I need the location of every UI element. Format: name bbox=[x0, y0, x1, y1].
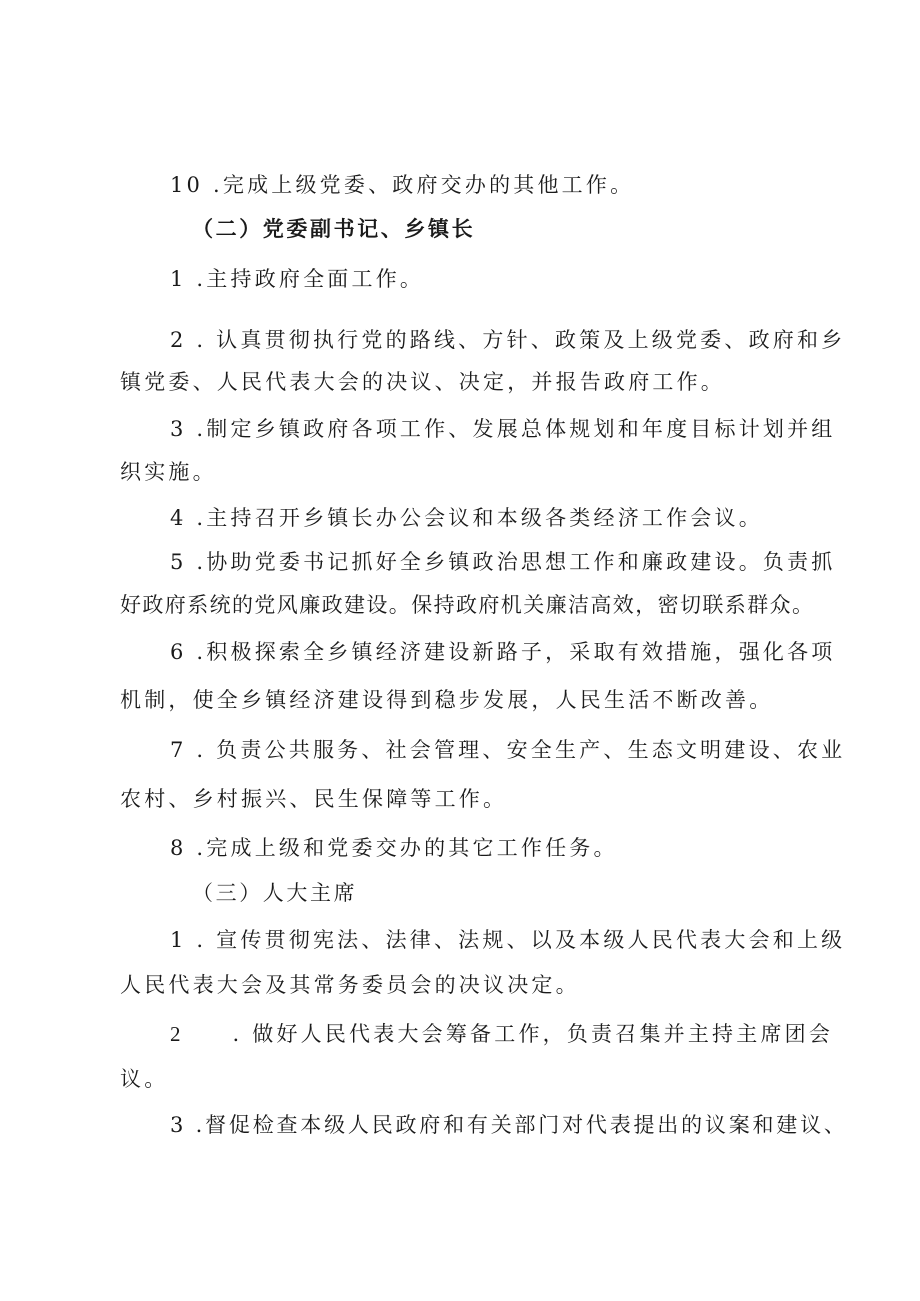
duty-item-1: 1 .主持政府全面工作。 bbox=[170, 267, 425, 291]
section-heading-npc-chairman: （三）人大主席 bbox=[192, 881, 358, 905]
duty-item-10: 10 .完成上级党委、政府交办的其他工作。 bbox=[170, 173, 635, 197]
npc-item-3-line-1: 3 .督促检查本级人民政府和有关部门对代表提出的议案和建议、 bbox=[170, 1113, 848, 1137]
npc-item-2-number: 2 bbox=[170, 1022, 181, 1046]
npc-item-2-text: . 做好人民代表大会筹备工作，负责召集并主持主席团会 bbox=[232, 1022, 834, 1046]
duty-item-2-line-2: 镇党委、人民代表大会的决议、决定，并报告政府工作。 bbox=[120, 370, 725, 394]
duty-item-6-line-2: 机制，使全乡镇经济建设得到稳步发展，人民生活不断改善。 bbox=[120, 688, 774, 712]
duty-item-5-line-2: 好政府系统的党风廉政建设。保持政府机关廉洁高效，密切联系群众。 bbox=[120, 593, 815, 617]
duty-item-3-line-1: 3 .制定乡镇政府各项工作、发展总体规划和年度目标计划并组 bbox=[170, 417, 836, 441]
duty-item-3-line-2: 织实施。 bbox=[120, 460, 217, 484]
npc-item-1-line-2: 人民代表大会及其常务委员会的决议决定。 bbox=[120, 973, 580, 997]
npc-item-2-line-1 bbox=[170, 1019, 833, 1049]
npc-item-2-line-2: 议。 bbox=[120, 1067, 169, 1091]
duty-item-6-line-1: 6 .积极探索全乡镇经济建设新路子，采取有效措施，强化各项 bbox=[170, 640, 836, 664]
duty-item-2-line-1: 2 . 认真贯彻执行党的路线、方针、政策及上级党委、政府和乡 bbox=[170, 328, 846, 352]
duty-item-8: 8 .完成上级和党委交办的其它工作任务。 bbox=[170, 836, 618, 860]
duty-item-5-line-1: 5 .协助党委书记抓好全乡镇政治思想工作和廉政建设。负责抓 bbox=[170, 550, 836, 574]
npc-item-1-line-1: 1 . 宣传贯彻宪法、法律、法规、以及本级人民代表大会和上级 bbox=[170, 928, 846, 952]
section-heading-deputy-secretary-township-head: （二）党委副书记、乡镇长 bbox=[192, 216, 476, 241]
duty-item-7-line-2: 农村、乡村振兴、民生保障等工作。 bbox=[120, 787, 508, 811]
duty-item-7-line-1: 7 . 负责公共服务、社会管理、安全生产、生态文明建设、农业 bbox=[170, 738, 846, 762]
duty-item-4: 4 .主持召开乡镇长办公会议和本级各类经济工作会议。 bbox=[170, 506, 763, 530]
